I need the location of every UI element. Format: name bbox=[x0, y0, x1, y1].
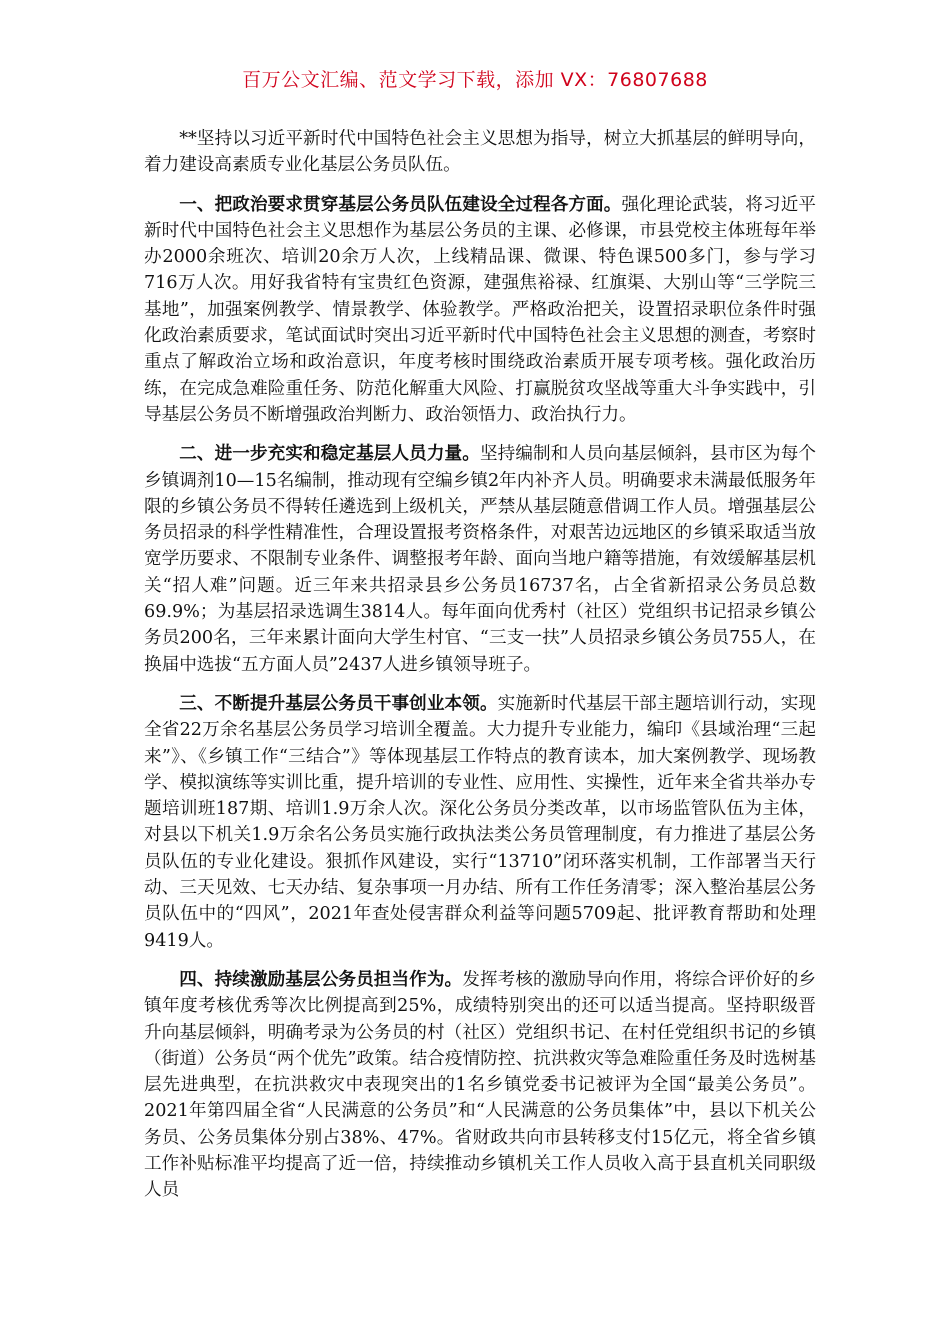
paragraph-text: 坚持编制和人员向基层倾斜，县市区为每个乡镇调剂10—15名编制，推动现有空编乡镇2年内补齐人员。明确要求未满最低服务年限的乡镇公务员不得转任遴选到上级机关，严禁从基层随意借调工作人员。增强基层公务员招录的科学性精准性，合理设置报考资格条件，对艰苦边远地区的乡镇采取适当放宽学历要求、不限制专业条件、调整报考年龄、面向当地户籍等措施，有效缓解基层机关“招人难”问题。近三年来共招录县乡公务员16737名，占全省新招录公务员总数69.9%；为基层招录选调生3814人。每年面向优秀村（社区）党组织书记招录乡镇公务员200名，三年来累计面向大学生村官、“三支一扶”人员招录乡镇公务员755人，在换届中选拔“五方面人员”2437人进乡镇领导班子。 bbox=[144, 444, 816, 675]
paragraph-text: **坚持以习近平新时代中国特色社会主义思想为指导，树立大抓基层的鲜明导向，着力建设高素质专业化基层公务员队伍。 bbox=[144, 129, 816, 176]
paragraph-section-2 bbox=[144, 441, 816, 678]
paragraph-lead: 三、不断提升基层公务员干事创业本领。 bbox=[179, 692, 498, 714]
paragraph-text: 实施新时代基层干部主题培训行动，实现全省22万余名基层公务员学习培训全覆盖。大力提升专业能力，编印《县域治理“三起来”》、《乡镇工作“三结合”》等体现基层工作特点的教育读本，加大案例教学、现场教学、模拟演练等实训比重，提升培训的专业性、应用性、实操性，近年来全省共举办专题培训班187期、培训1.9万余人次。深化公务员分类改革，以市场监管队伍为主体，对县以下机关1.9万余名公务员实施行政执法类公务员管理制度，有力推进了基层公务员队伍的专业化建设。狠抓作风建设，实行“13710”闭环落实机制，工作部署当天行动、三天见效、七天办结、复杂事项一月办结、所有工作任务清零；深入整治基层公务员队伍中的“四风”，2021年查处侵害群众利益等问题5709起、批评教育帮助和处理9419人。 bbox=[144, 693, 816, 951]
paragraph-lead: 四、持续激励基层公务员担当作为。 bbox=[179, 968, 463, 990]
paragraph-lead: 一、把政治要求贯穿基层公务员队伍建设全过程各方面。 bbox=[179, 193, 622, 215]
paragraph-text: 强化理论武装，将习近平新时代中国特色社会主义思想作为基层公务员的主课、必修课，市县党校主体班每年举办2000余班次、培训20余万人次，上线精品课、微课、特色课500多门，参与学习716万人次。用好我省特有宝贵红色资源，建强焦裕禄、红旗渠、大别山等“三学院三基地”，加强案例教学、情景教学、体验教学。严格政治把关，设置招录职位条件时强化政治素质要求，笔试面试时突出习近平新时代中国特色社会主义思想的测查，考察时重点了解政治立场和政治意识，年度考核时围绕政治素质开展专项考核。强化政治历练，在完成急难险重任务、防范化解重大风险、打赢脱贫攻坚战等重大斗争实践中，引导基层公务员不断增强政治判断力、政治领悟力、政治执行力。 bbox=[144, 194, 816, 425]
paragraph-section-1 bbox=[144, 192, 816, 429]
paragraph-intro bbox=[144, 126, 816, 179]
document-body bbox=[144, 126, 816, 1217]
paragraph-lead: 二、进一步充实和稳定基层人员力量。 bbox=[179, 443, 480, 465]
paragraph-section-3 bbox=[144, 691, 816, 954]
header-banner: 百万公文汇编、范文学习下载，添加 VX：76807688 bbox=[242, 69, 708, 91]
paragraph-section-4 bbox=[144, 967, 816, 1204]
paragraph-text: 发挥考核的激励导向作用，将综合评价好的乡镇年度考核优秀等次比例提高到25%，成绩特别突出的还可以适当提高。坚持职级晋升向基层倾斜，明确考录为公务员的村（社区）党组织书记、在村任党组织书记的乡镇（街道）公务员“两个优先”政策。结合疫情防控、抗洪救灾等急难险重任务及时选树基层先进典型，在抗洪救灾中表现突出的1名乡镇党委书记被评为全国“最美公务员”。2021年第四届全省“人民满意的公务员”和“人民满意的公务员集体”中，县以下机关公务员、公务员集体分别占38%、47%。省财政共向市县转移支付15亿元，将全省乡镇工作补贴标准平均提高了近一倍，持续推动乡镇机关工作人员收入高于县直机关同职级人员 bbox=[144, 969, 816, 1201]
